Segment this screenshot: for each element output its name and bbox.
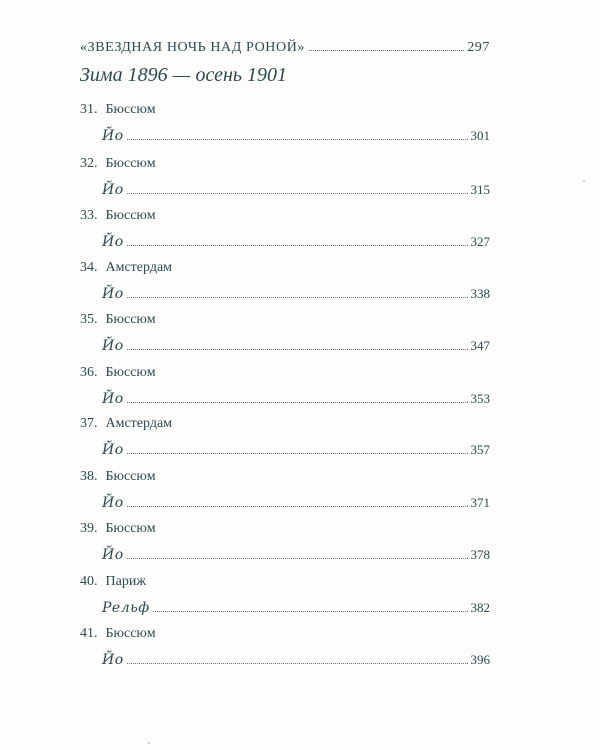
chapter-line	[80, 259, 490, 277]
toc-entry-32	[80, 155, 490, 198]
dot-leader	[127, 506, 468, 507]
toc-entry-34	[80, 259, 490, 302]
chapter-author-row	[80, 338, 490, 354]
chapter-number: 38.	[80, 469, 98, 484]
chapter-author-row	[80, 286, 490, 302]
chapter-author: Йо	[102, 652, 124, 668]
chapter-line	[80, 101, 490, 119]
chapter-line	[80, 155, 490, 173]
chapter-author: Йо	[102, 442, 124, 458]
chapter-author-row	[80, 547, 490, 563]
chapter-line	[80, 207, 490, 225]
chapter-author: Йо	[102, 547, 124, 563]
chapter-line	[80, 415, 490, 433]
chapter-page-number: 357	[470, 442, 490, 457]
chapter-place: Бюссюм	[105, 102, 156, 117]
chapter-author-row	[80, 128, 490, 144]
chapter-place: Париж	[105, 574, 146, 589]
chapter-number: 39.	[80, 521, 98, 536]
toc-entry-41	[80, 625, 490, 668]
chapter-number: 37.	[80, 416, 98, 431]
chapter-line	[80, 520, 490, 538]
chapter-author-row	[80, 182, 490, 198]
chapter-place: Бюссюм	[105, 208, 156, 223]
chapter-place: Амстердам	[105, 260, 173, 275]
chapter-author-row	[80, 442, 490, 458]
chapter-number: 41.	[80, 626, 98, 641]
paper-speck	[148, 742, 150, 744]
dot-leader	[127, 297, 468, 298]
chapter-page-number: 371	[470, 495, 490, 510]
chapter-number: 35.	[80, 312, 98, 327]
toc-entry-33	[80, 207, 490, 250]
dot-leader	[127, 402, 468, 403]
chapter-page-number: 327	[470, 234, 490, 249]
toc-entry-36	[80, 364, 490, 407]
chapter-author: Йо	[102, 391, 124, 407]
chapter-number: 33.	[80, 208, 98, 223]
chapter-page-number: 338	[470, 286, 490, 301]
chapter-number: 31.	[80, 102, 98, 117]
chapter-line	[80, 573, 490, 591]
chapter-number: 32.	[80, 156, 98, 171]
chapter-page-number: 396	[470, 652, 490, 667]
chapter-number: 34.	[80, 260, 98, 275]
chapter-author: Йо	[102, 182, 124, 198]
chapter-place: Бюссюм	[105, 626, 156, 641]
section-heading: Зима 1896 — осень 1901	[80, 64, 287, 86]
toc-entry-40	[80, 573, 490, 616]
chapter-place: Бюссюм	[105, 365, 156, 380]
chapter-place: Бюссюм	[105, 312, 156, 327]
dot-leader	[127, 139, 468, 140]
chapter-line	[80, 311, 490, 329]
toc-entry-39	[80, 520, 490, 563]
chapter-line	[80, 364, 490, 382]
chapter-author: Йо	[102, 286, 124, 302]
chapter-author: Йо	[102, 338, 124, 354]
toc-entry-37	[80, 415, 490, 458]
chapter-author-row	[80, 234, 490, 250]
dot-leader	[127, 558, 468, 559]
part-title: «ЗВЕЗДНАЯ НОЧЬ НАД РОНОЙ»	[80, 40, 306, 55]
chapter-author: Йо	[102, 234, 124, 250]
paper-speck	[583, 180, 585, 182]
chapter-number: 40.	[80, 574, 98, 589]
dot-leader	[127, 453, 468, 454]
chapter-page-number: 382	[470, 600, 490, 615]
chapter-place: Бюссюм	[105, 521, 156, 536]
dot-leader	[153, 611, 468, 612]
chapter-place: Амстердам	[105, 416, 173, 431]
part-page-number: 297	[467, 40, 490, 55]
chapter-page-number: 353	[470, 391, 490, 406]
chapter-page-number: 378	[470, 547, 490, 562]
toc-entry-35	[80, 311, 490, 354]
chapter-author-row	[80, 652, 490, 668]
chapter-page-number: 315	[470, 182, 490, 197]
chapter-line	[80, 625, 490, 643]
chapter-page-number: 347	[470, 338, 490, 353]
chapter-number: 36.	[80, 365, 98, 380]
chapter-place: Бюссюм	[105, 156, 156, 171]
chapter-author-row	[80, 495, 490, 511]
chapter-author: Йо	[102, 495, 124, 511]
chapter-author: Рельф	[102, 600, 150, 616]
dot-leader	[127, 663, 468, 664]
chapter-page-number: 301	[470, 128, 490, 143]
part-entry	[80, 40, 490, 56]
toc-entry-31	[80, 101, 490, 144]
chapter-author: Йо	[102, 128, 124, 144]
dot-leader	[127, 245, 468, 246]
chapter-line	[80, 468, 490, 486]
chapter-author-row	[80, 391, 490, 407]
toc-entry-38	[80, 468, 490, 511]
chapter-place: Бюссюм	[105, 469, 156, 484]
dot-leader	[309, 50, 464, 51]
dot-leader	[127, 193, 468, 194]
dot-leader	[127, 349, 468, 350]
chapter-author-row	[80, 600, 490, 616]
